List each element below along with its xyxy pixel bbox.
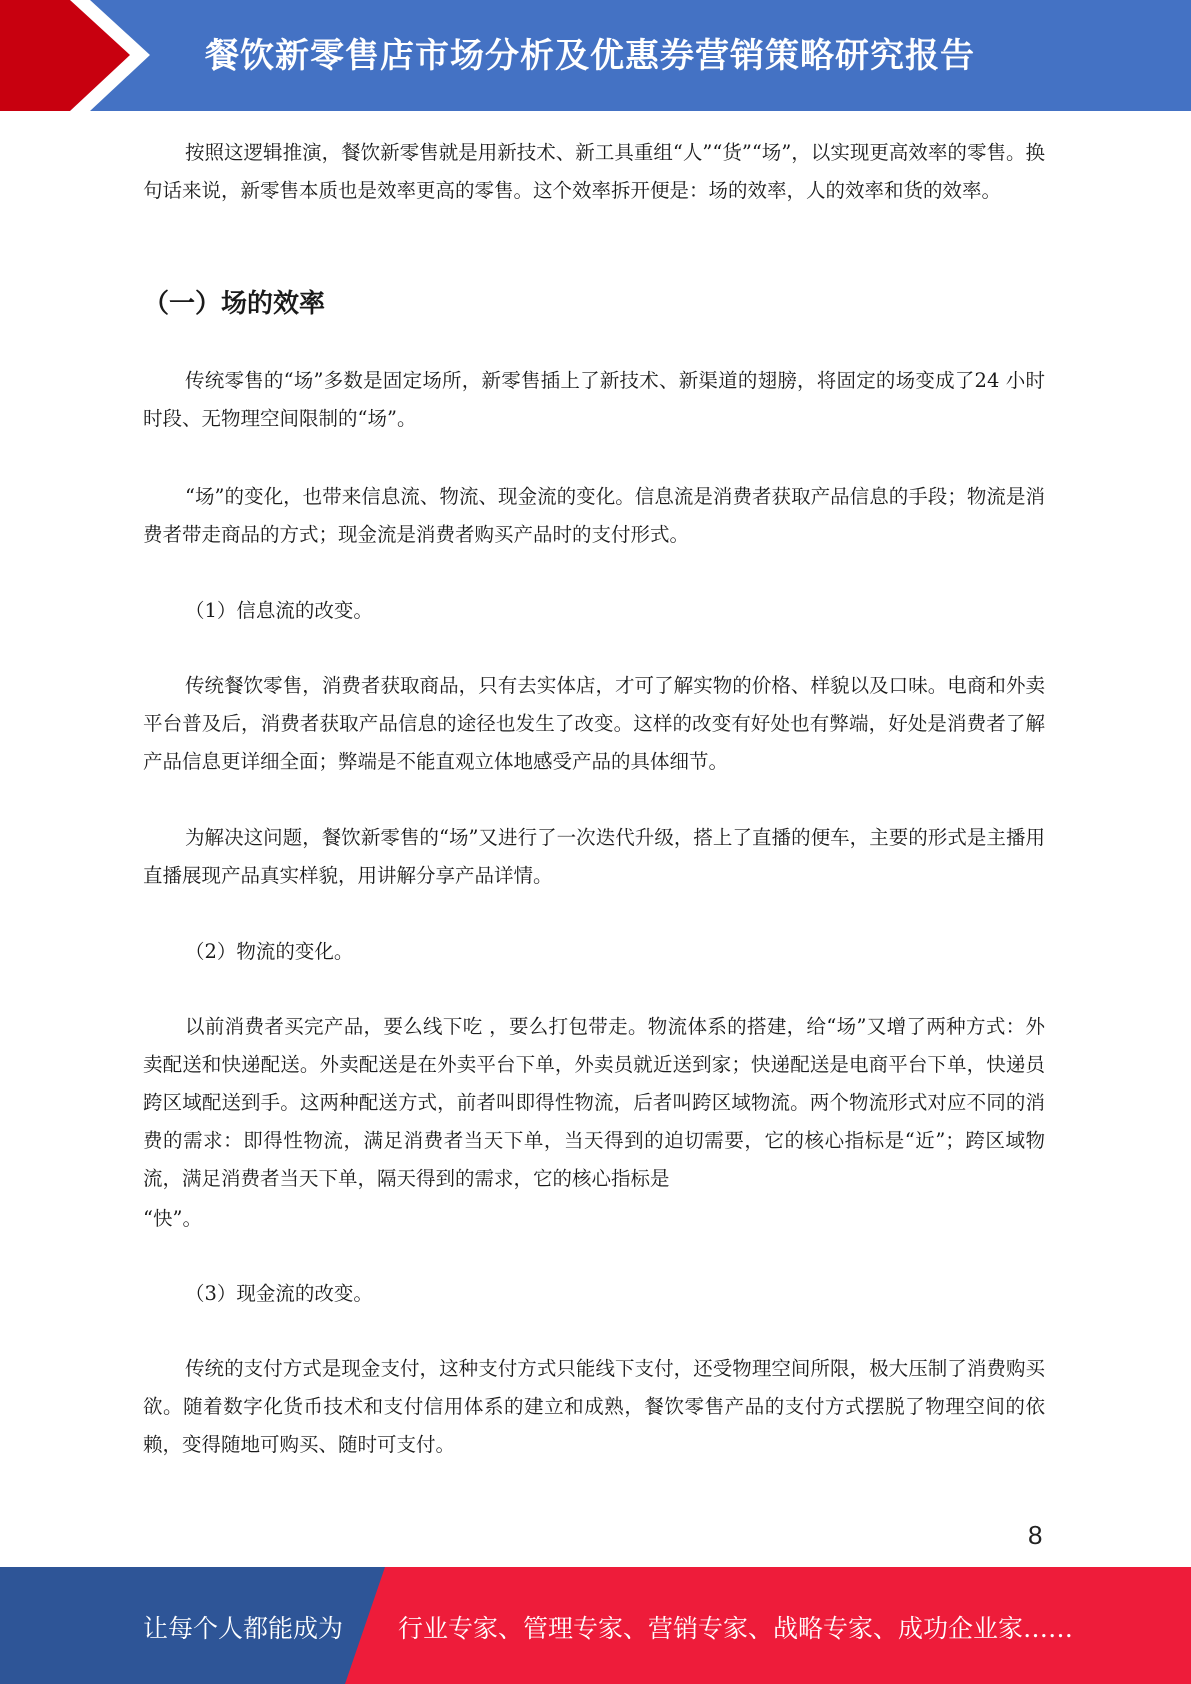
document-title: 餐饮新零售店市场分析及优惠券营销策略研究报告 [205,36,975,76]
paragraph-cash-flow: 传统的支付方式是现金支付，这种支付方式只能线下支付，还受物理空间所限，极大压制了消费购买欲。随着数字化货币技术和支付信用体系的建立和成熟，餐饮零售产品的支付方式摆脱了物理空间的依赖，变得随地可购买、随时可支付。 [143,1357,1045,1456]
footer-slogan-left: 让每个人都能成为 [143,1614,344,1643]
header-banner [0,0,1191,111]
intro-paragraph: 按照这逻辑推演，餐饮新零售就是用新技术、新工具重组“人”“货”“场”，以实现更高效率的零售。换句话来说，新零售本质也是效率更高的零售。这个效率拆开便是：场的效率，人的效率和货的效率。 [143,141,1045,202]
footer-banner [0,1567,1191,1684]
section-heading: （一）场的效率 [143,289,326,319]
item-information-flow: （1）信息流的改变。 [185,599,373,622]
footer-slogan-right: 行业专家、管理专家、营销专家、战略专家、成功企业家…… [398,1614,1074,1643]
item-cash-flow: （3）现金流的改变。 [185,1282,373,1305]
page-number: 8 [1028,1520,1043,1550]
paragraph-information-flow: 传统餐饮零售，消费者获取商品，只有去实体店，才可了解实物的价格、样貌以及口味。电商和外卖平台普及后，消费者获取产品信息的途径也发生了改变。这样的改变有好处也有弊端，好处是消费者了解产品信息更详细全面；弊端是不能直观立体地感受产品的具体细节。 [143,674,1045,773]
paragraph-logistics-end: “快”。 [143,1207,202,1230]
paragraph-place-change: 传统零售的“场”多数是固定场所，新零售插上了新技术、新渠道的翅膀，将固定的场变成了24 小时时段、无物理空间限制的“场”。 [143,369,1045,430]
paragraph-livestream: 为解决这问题，餐饮新零售的“场”又进行了一次迭代升级，搭上了直播的便车，主要的形式是主播用直播展现产品真实样貌，用讲解分享产品详情。 [143,826,1045,887]
paragraph-flows: “场”的变化，也带来信息流、物流、现金流的变化。信息流是消费者获取产品信息的手段；物流是消费者带走商品的方式；现金流是消费者购买产品时的支付形式。 [143,485,1045,546]
item-logistics: （2）物流的变化。 [185,940,354,963]
paragraph-logistics: 以前消费者买完产品，要么线下吃 ，要么打包带走。物流体系的搭建，给“场”又增了两种方式：外卖配送和快递配送。外卖配送是在外卖平台下单，外卖员就近送到家；快递配送是电商平台下单，快递员跨区域配送到手。这两种配送方式，前者叫即得性物流，后者叫跨区域物流。两个物流形式对应不同的消费的需求：即得性物流，满足消费者当天下单，当天得到的迫切需要，它的核心指标是“近”；跨区域物流，满足消费者当天下单，隔天得到的需求，它的核心指标是 [143,1015,1045,1190]
